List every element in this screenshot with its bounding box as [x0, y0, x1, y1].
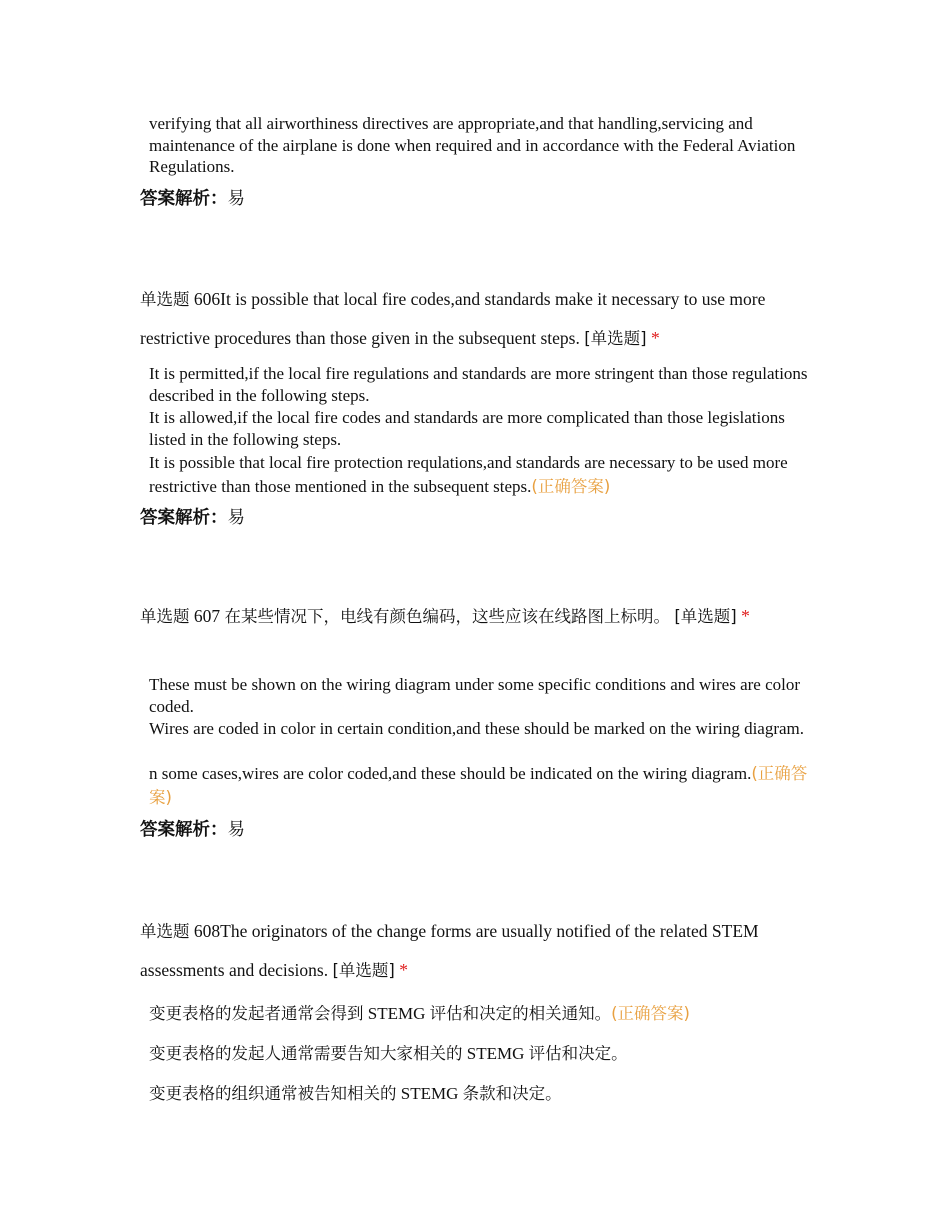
option-code: STEMG [400, 1084, 459, 1103]
explanation-value: 易 [227, 189, 245, 209]
answer-explanation-606 [140, 507, 245, 529]
explanation-value: 易 [227, 820, 245, 840]
question-stem: 在某些情况下，电线有颜色编码，这些应该在线路图上标明。 [224, 607, 670, 626]
explanation-label: 答案解析： [140, 820, 228, 840]
option-tail-605[interactable] [149, 113, 809, 178]
question-608 [140, 912, 812, 990]
explanation-value: 易 [227, 508, 245, 528]
option-text: n some cases,wires are color coded,and these should be indicated on the wiring diagram. [149, 764, 752, 783]
question-number: 608 [193, 921, 221, 941]
question-type-tag: [单选题] [674, 607, 737, 626]
correct-answer-mark: (正确答案) [611, 1004, 690, 1023]
question-type-tag: [单选题] [332, 961, 395, 980]
option-code: STEMG [466, 1044, 525, 1063]
question-type-prefix: 单选题 [140, 607, 190, 626]
option-text: It is permitted,if the local fire regulations and standards are more stringent than those regulations described in the following steps. [149, 364, 808, 405]
option-text: 评估和决定的相关通知。 [429, 1004, 612, 1023]
option-606-c[interactable] [149, 451, 809, 499]
required-mark: * [741, 606, 750, 626]
question-type-prefix: 单选题 [140, 290, 190, 309]
answer-explanation-605 [140, 188, 245, 210]
question-607 [140, 600, 812, 633]
question-number: 607 [193, 606, 221, 626]
option-text: It is allowed,if the local fire codes and standards are more complicated than those legislations listed in the following steps. [149, 408, 785, 449]
option-code: STEMG [367, 1004, 426, 1023]
option-text: Wires are coded in color in certain condition,and these should be marked on the wiring diagram. [149, 719, 805, 738]
option-text: 评估和决定。 [528, 1044, 628, 1063]
option-text: 条款和决定。 [462, 1084, 562, 1103]
correct-answer-mark: (正确答案) [531, 477, 611, 496]
option-607-a[interactable] [149, 674, 809, 717]
question-606 [140, 280, 812, 358]
option-608-a[interactable] [149, 1002, 849, 1026]
question-type-tag: [单选题] [584, 329, 647, 348]
explanation-label: 答案解析： [140, 189, 228, 209]
option-606-a[interactable] [149, 363, 809, 406]
question-stem: It is possible that local fire codes,and standards make it necessary to use more restrictive procedures than those given in the subsequent steps. [140, 289, 766, 348]
option-text: It is possible that local fire protection requlations,and standards are necessary to be used more restrictive than those mentioned in the subsequent steps. [149, 453, 788, 496]
option-text: verifying that all airworthiness directives are appropriate,and that handling,servicing and maintenance of the airplane is done when required and in accordance with the Federal Aviation Regulations. [149, 114, 796, 176]
option-text: 变更表格的组织通常被告知相关的 [149, 1084, 397, 1103]
option-text: These must be shown on the wiring diagram under some specific conditions and wires are color coded. [149, 675, 801, 716]
question-type-prefix: 单选题 [140, 922, 190, 941]
explanation-label: 答案解析： [140, 508, 228, 528]
required-mark: * [650, 328, 660, 348]
question-number: 606 [193, 289, 221, 309]
option-606-b[interactable] [149, 407, 809, 450]
required-mark: * [399, 960, 408, 980]
option-608-b[interactable] [149, 1042, 849, 1066]
answer-explanation-607 [140, 819, 245, 841]
option-607-b[interactable] [149, 718, 809, 740]
option-text: 变更表格的发起人通常需要告知大家相关的 [149, 1044, 463, 1063]
option-text: 变更表格的发起者通常会得到 [149, 1004, 364, 1023]
question-stem: The originators of the change forms are usually notified of the related STEM assessments and decisions. [140, 921, 759, 980]
option-608-c[interactable] [149, 1082, 849, 1106]
correct-answer-mark: (正确答案) [149, 764, 808, 807]
option-607-c[interactable] [149, 762, 809, 810]
